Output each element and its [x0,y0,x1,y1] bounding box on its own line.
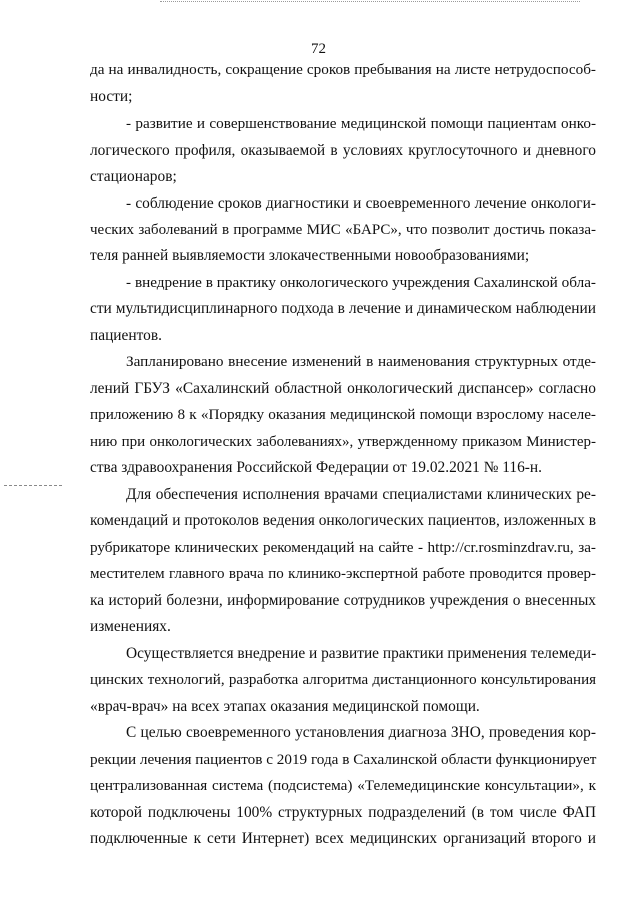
page-number: 72 [311,41,326,57]
text-line: рекции лечения пациентов с 2019 года в Сахалинской области функционирует [90,751,597,768]
text-line: которой подключены 100% структурных подразделений (в том числе ФАП [90,804,596,821]
text-line: ства здравоохранения Российской Федерации от 19.02.2021 № 116-н. [90,459,542,476]
text-line: ческих заболеваний в программе МИС «БАРС», что позволит достичь показа- [90,222,596,238]
text-line: нию при онкологических заболеваниях», утвержденному приказом Министер- [90,434,596,450]
text-line: логического профиля, оказываемой в условиях круглосуточного и дневного [90,142,596,159]
text-line: местителем главного врача по клинико-экспертной работе проводится провер- [90,566,596,582]
text-line: Для обеспечения исполнения врачами специалистами клинических ре- [126,486,596,503]
text-line: пациентов. [90,327,162,344]
text-line: централизованная система (подсистема) «Телемедицинские консультации», к [90,777,596,794]
text-line: ка историй болезни, информирование сотрудников учреждения о внесенных [90,592,596,609]
text-line: лений ГБУЗ «Сахалинский областной онкологический диспансер» согласно [90,380,596,397]
text-line: ности; [90,88,133,105]
text-line: сти мультидисциплинарного подхода в лечение и динамическом наблюдении [90,300,596,317]
text-line: стационаров; [90,168,177,185]
text-line: С целью своевременного установления диагноза ЗНО, проведения кор- [126,724,596,741]
text-line: - развитие и совершенствование медицинской помощи пациентам онко- [126,115,596,132]
text-line: комендаций и протоколов ведения онкологических пациентов, изложенных в [90,512,596,529]
page-top-edge [160,1,580,2]
text-line: да на инвалидность, сокращение сроков пребывания на листе нетрудоспособ- [90,61,596,78]
text-line: теля ранней выявляемости злокачественными новообразованиями; [90,247,530,264]
text-line: Осуществляется внедрение и развитие практики применения телемеди- [126,645,597,662]
text-line: Запланировано внесение изменений в наименования структурных отде- [126,353,596,370]
text-line: рубрикаторе клинических рекомендаций на сайте - http://cr.rosminzdrav.ru, за- [90,539,596,556]
text-line: «врач-врач» на всех этапах оказания медицинской помощи. [90,698,480,715]
text-line: - внедрение в практику онкологического учреждения Сахалинской обла- [126,274,596,291]
text-line: приложению 8 к «Порядку оказания медицинской помощи взрослому населе- [90,406,596,423]
text-line: изменениях. [90,618,171,635]
text-line: подключенные к сети Интернет) всех медицинских организаций второго и [90,830,596,847]
margin-scan-mark [4,485,62,486]
text-line: цинских технологий, разработка алгоритма дистанционного консультирования [90,672,596,688]
text-line: - соблюдение сроков диагностики и своевременного лечение онкологи- [126,195,596,212]
